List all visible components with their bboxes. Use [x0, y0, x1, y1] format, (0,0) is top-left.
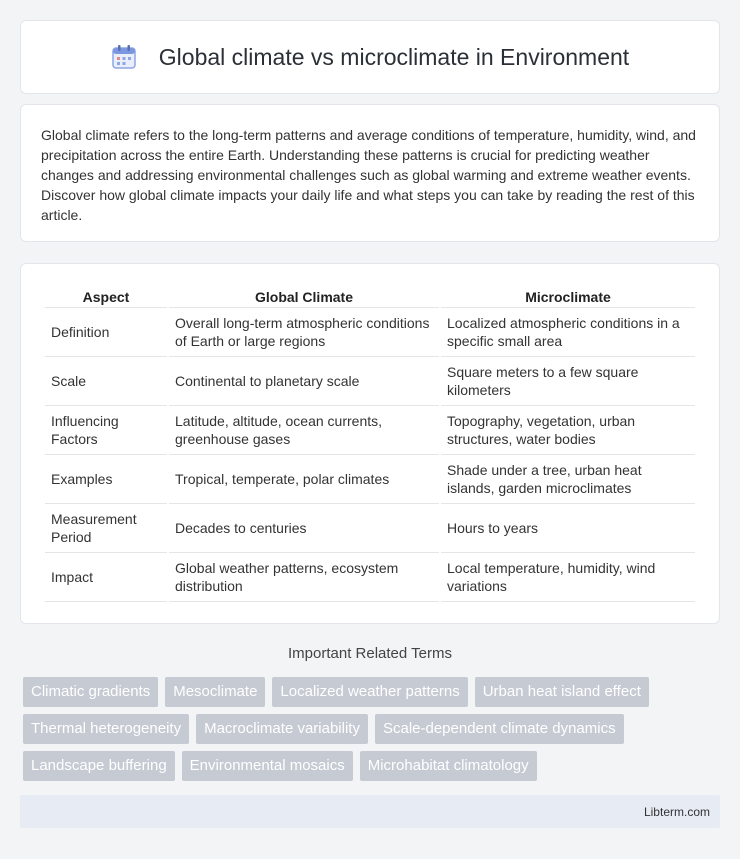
- footer-brand[interactable]: Libterm.com: [643, 804, 710, 819]
- related-term-tag[interactable]: Mesoclimate: [165, 677, 265, 707]
- global-cell: Continental to planetary scale: [169, 357, 439, 406]
- global-cell: Global weather patterns, ecosystem distribution: [169, 553, 439, 602]
- global-cell: Latitude, altitude, ocean currents, greenhouse gases: [169, 406, 439, 455]
- table-header-row: [45, 284, 695, 308]
- related-term-tag[interactable]: Climatic gradients: [23, 677, 158, 707]
- header-global-climate: Global Climate: [169, 284, 439, 308]
- comparison-card: [20, 263, 720, 624]
- header-microclimate: Microclimate: [441, 284, 695, 308]
- global-cell: Decades to centuries: [169, 504, 439, 553]
- related-term-tag[interactable]: Environmental mosaics: [182, 751, 353, 781]
- title-card: [20, 20, 720, 94]
- related-terms-list: [23, 677, 723, 788]
- aspect-cell: Definition: [45, 308, 167, 357]
- related-term-tag[interactable]: Thermal heterogeneity: [23, 714, 189, 744]
- header-aspect: Aspect: [45, 284, 167, 308]
- micro-cell: Local temperature, humidity, wind variations: [441, 553, 695, 602]
- table-row: [45, 553, 695, 602]
- calendar-icon: [111, 44, 137, 70]
- intro-card: [20, 104, 720, 242]
- micro-cell: Square meters to a few square kilometers: [441, 357, 695, 406]
- global-cell: Overall long-term atmospheric conditions of Earth or large regions: [169, 308, 439, 357]
- related-term-tag[interactable]: Microhabitat climatology: [360, 751, 537, 781]
- page-title: Global climate vs microclimate in Environment: [158, 43, 630, 70]
- table-row: [45, 357, 695, 406]
- micro-cell: Shade under a tree, urban heat islands, garden microclimates: [441, 455, 695, 504]
- related-term-tag[interactable]: Urban heat island effect: [475, 677, 649, 707]
- aspect-cell: Impact: [45, 553, 167, 602]
- aspect-cell: Scale: [45, 357, 167, 406]
- related-term-tag[interactable]: Macroclimate variability: [196, 714, 368, 744]
- comparison-table: [43, 284, 697, 602]
- micro-cell: Localized atmospheric conditions in a specific small area: [441, 308, 695, 357]
- table-row: [45, 504, 695, 553]
- footer: [20, 795, 720, 828]
- aspect-cell: Measurement Period: [45, 504, 167, 553]
- related-terms-title: Important Related Terms: [288, 645, 452, 662]
- aspect-cell: Examples: [45, 455, 167, 504]
- micro-cell: Topography, vegetation, urban structures, water bodies: [441, 406, 695, 455]
- related-term-tag[interactable]: Landscape buffering: [23, 751, 175, 781]
- aspect-cell: Influencing Factors: [45, 406, 167, 455]
- related-term-tag[interactable]: Scale-dependent climate dynamics: [375, 714, 624, 744]
- related-term-tag[interactable]: Localized weather patterns: [272, 677, 467, 707]
- intro-text: Global climate refers to the long-term patterns and average conditions of temperature, humidity, wind, and precipitation across the entire Earth. Understanding these patterns is crucial for predicting weather changes and addressing environmental challenges such as global warming and extreme weather events. Discover how global climate impacts your daily life and what steps you can take by reading the rest of this article.: [41, 127, 696, 223]
- table-row: [45, 455, 695, 504]
- table-row: [45, 406, 695, 455]
- micro-cell: Hours to years: [441, 504, 695, 553]
- table-row: [45, 308, 695, 357]
- global-cell: Tropical, temperate, polar climates: [169, 455, 439, 504]
